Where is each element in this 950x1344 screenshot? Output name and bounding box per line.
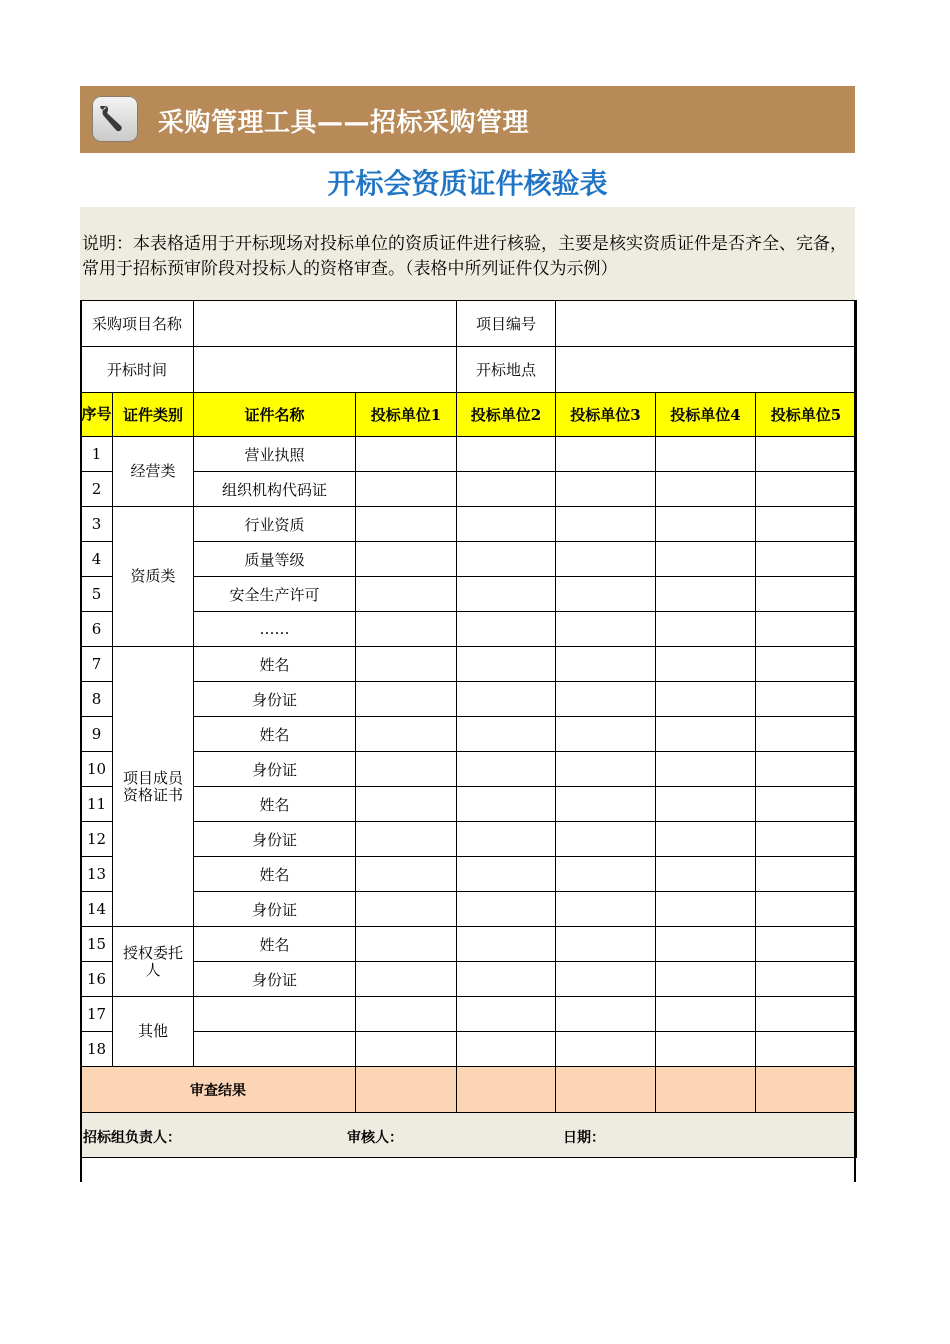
cert-name-cell: 身份证 [194, 822, 356, 857]
bidder-5-check-cell[interactable] [756, 437, 857, 472]
description-text: 说明：本表格适用于开标现场对投标单位的资质证件进行核验，主要是核实资质证件是否齐全、完备，常用于招标预审阶段对投标人的资格审查。（表格中所列证件仅为示例） [80, 207, 855, 300]
bidder-5-check-cell[interactable] [756, 577, 857, 612]
bidder-2-check-cell[interactable] [457, 437, 556, 472]
bidder-4-check-cell[interactable] [656, 997, 756, 1032]
bidder-4-check-cell[interactable] [656, 1032, 756, 1067]
bidder-1-check-cell[interactable] [356, 507, 457, 542]
category-cell: 其他 [113, 997, 194, 1067]
bidder-4-check-cell[interactable] [656, 647, 756, 682]
result-label: 审查结果 [81, 1067, 356, 1113]
header-cert-name: 证件名称 [194, 393, 356, 437]
bidder-2-check-cell[interactable] [457, 542, 556, 577]
bidder-2-check-cell[interactable] [457, 892, 556, 927]
bidder-5-result-cell[interactable] [756, 1067, 857, 1113]
bidder-4-check-cell[interactable] [656, 472, 756, 507]
row-number: 10 [81, 752, 113, 787]
bidder-5-check-cell[interactable] [756, 647, 857, 682]
cert-name-cell: …… [194, 612, 356, 647]
bidder-1-result-cell[interactable] [356, 1067, 457, 1113]
row-number: 15 [81, 927, 113, 962]
bidder-2-check-cell[interactable] [457, 857, 556, 892]
table-row [81, 787, 857, 822]
row-number: 11 [81, 787, 113, 822]
row-number: 18 [81, 1032, 113, 1067]
bidder-5-check-cell[interactable] [756, 927, 857, 962]
cert-name-cell: 姓名 [194, 857, 356, 892]
open-place-label: 开标地点 [457, 347, 556, 393]
table-row [81, 577, 857, 612]
bidder-3-check-cell[interactable] [556, 472, 656, 507]
header-bidder-2: 投标单位2 [457, 393, 556, 437]
header-bidder-4: 投标单位4 [656, 393, 756, 437]
bidder-2-check-cell[interactable] [457, 927, 556, 962]
leader-label: 招标组负责人： [83, 1130, 181, 1146]
bidder-5-check-cell[interactable] [756, 717, 857, 752]
bidder-1-check-cell[interactable] [356, 647, 457, 682]
table-row [81, 682, 857, 717]
bidder-3-check-cell[interactable] [556, 682, 656, 717]
header-category: 证件类别 [113, 393, 194, 437]
signoff-cell [81, 1113, 857, 1158]
bidder-2-check-cell[interactable] [457, 822, 556, 857]
cert-name-cell [194, 1032, 356, 1067]
table-row [81, 857, 857, 892]
bidder-5-check-cell[interactable] [756, 542, 857, 577]
cert-name-cell: 姓名 [194, 927, 356, 962]
table-row [81, 472, 857, 507]
cert-name-cell: 姓名 [194, 717, 356, 752]
table-row [81, 962, 857, 997]
bidder-5-check-cell[interactable] [756, 822, 857, 857]
bidder-5-check-cell[interactable] [756, 787, 857, 822]
row-number: 2 [81, 472, 113, 507]
cert-name-cell: 姓名 [194, 647, 356, 682]
wrench-icon [92, 96, 138, 142]
row-number: 9 [81, 717, 113, 752]
bidder-3-check-cell[interactable] [556, 822, 656, 857]
bidder-2-result-cell[interactable] [457, 1067, 556, 1113]
bidder-2-check-cell[interactable] [457, 682, 556, 717]
table-row [81, 542, 857, 577]
bidder-3-check-cell[interactable] [556, 997, 656, 1032]
bidder-4-check-cell[interactable] [656, 437, 756, 472]
header-bidder-1: 投标单位1 [356, 393, 457, 437]
bidder-5-check-cell[interactable] [756, 752, 857, 787]
bidder-4-check-cell[interactable] [656, 962, 756, 997]
bidder-3-check-cell[interactable] [556, 752, 656, 787]
bidder-3-check-cell[interactable] [556, 927, 656, 962]
bidder-5-check-cell[interactable] [756, 472, 857, 507]
project-no-label: 项目编号 [457, 301, 556, 347]
bidder-5-check-cell[interactable] [756, 612, 857, 647]
cert-name-cell: 组织机构代码证 [194, 472, 356, 507]
cert-name-cell: 身份证 [194, 752, 356, 787]
header-banner [80, 86, 855, 153]
row-number: 3 [81, 507, 113, 542]
bidder-3-check-cell[interactable] [556, 542, 656, 577]
table-header-row [81, 393, 857, 437]
cert-name-cell: 身份证 [194, 892, 356, 927]
bidder-2-check-cell[interactable] [457, 472, 556, 507]
bidder-5-check-cell[interactable] [756, 997, 857, 1032]
info-row-opening [81, 347, 857, 393]
project-name-label: 采购项目名称 [81, 301, 194, 347]
bidder-1-check-cell[interactable] [356, 682, 457, 717]
bidder-3-check-cell[interactable] [556, 962, 656, 997]
bidder-3-check-cell[interactable] [556, 612, 656, 647]
bidder-1-check-cell[interactable] [356, 892, 457, 927]
bidder-4-check-cell[interactable] [656, 612, 756, 647]
row-number: 4 [81, 542, 113, 577]
bidder-2-check-cell[interactable] [457, 1032, 556, 1067]
row-number: 8 [81, 682, 113, 717]
bidder-1-check-cell[interactable] [356, 437, 457, 472]
row-number: 14 [81, 892, 113, 927]
bidder-4-check-cell[interactable] [656, 752, 756, 787]
verification-table [80, 300, 857, 1158]
bidder-2-check-cell[interactable] [457, 717, 556, 752]
row-number: 7 [81, 647, 113, 682]
bidder-3-check-cell[interactable] [556, 857, 656, 892]
table-row [81, 927, 857, 962]
bidder-3-check-cell[interactable] [556, 507, 656, 542]
bidder-5-check-cell[interactable] [756, 682, 857, 717]
bidder-4-check-cell[interactable] [656, 682, 756, 717]
bidder-3-check-cell[interactable] [556, 892, 656, 927]
header-bidder-5: 投标单位5 [756, 393, 857, 437]
bidder-1-check-cell[interactable] [356, 962, 457, 997]
bidder-2-check-cell[interactable] [457, 962, 556, 997]
table-row [81, 997, 857, 1032]
bidder-3-result-cell[interactable] [556, 1067, 656, 1113]
row-number: 16 [81, 962, 113, 997]
bidder-3-check-cell[interactable] [556, 1032, 656, 1067]
cert-name-cell: 姓名 [194, 787, 356, 822]
cert-name-cell: 身份证 [194, 962, 356, 997]
row-number: 17 [81, 997, 113, 1032]
open-time-label: 开标时间 [81, 347, 194, 393]
info-row-project [81, 301, 857, 347]
bidder-1-check-cell[interactable] [356, 997, 457, 1032]
bidder-5-check-cell[interactable] [756, 1032, 857, 1067]
bidder-3-check-cell[interactable] [556, 647, 656, 682]
banner-title: 采购管理工具——招标采购管理 [158, 108, 530, 138]
bidder-4-check-cell[interactable] [656, 892, 756, 927]
bidder-3-check-cell[interactable] [556, 437, 656, 472]
bidder-4-check-cell[interactable] [656, 822, 756, 857]
bidder-3-check-cell[interactable] [556, 787, 656, 822]
bidder-4-check-cell[interactable] [656, 857, 756, 892]
cert-name-cell: 安全生产许可 [194, 577, 356, 612]
table-row [81, 717, 857, 752]
bidder-2-check-cell[interactable] [457, 577, 556, 612]
category-cell: 经营类 [113, 437, 194, 507]
cert-name-cell: 行业资质 [194, 507, 356, 542]
bidder-4-check-cell[interactable] [656, 507, 756, 542]
bidder-2-check-cell[interactable] [457, 752, 556, 787]
row-number: 1 [81, 437, 113, 472]
category-cell: 项目成员资格证书 [113, 647, 194, 927]
bidder-3-check-cell[interactable] [556, 717, 656, 752]
bidder-2-check-cell[interactable] [457, 787, 556, 822]
bidder-4-check-cell[interactable] [656, 787, 756, 822]
bidder-1-check-cell[interactable] [356, 927, 457, 962]
cert-name-cell [194, 997, 356, 1032]
result-row [81, 1067, 857, 1113]
bidder-3-check-cell[interactable] [556, 577, 656, 612]
table-row [81, 507, 857, 542]
bidder-1-check-cell[interactable] [356, 542, 457, 577]
bidder-2-check-cell[interactable] [457, 997, 556, 1032]
table-row [81, 822, 857, 857]
table-row [81, 437, 857, 472]
open-place-field[interactable] [556, 347, 857, 393]
bidder-1-check-cell[interactable] [356, 577, 457, 612]
date-label: 日期： [563, 1130, 605, 1146]
bidder-1-check-cell[interactable] [356, 787, 457, 822]
row-number: 5 [81, 577, 113, 612]
table-row [81, 647, 857, 682]
signoff-row [81, 1113, 857, 1158]
table-row [81, 1032, 857, 1067]
bidder-4-check-cell[interactable] [656, 927, 756, 962]
bidder-1-check-cell[interactable] [356, 822, 457, 857]
bidder-1-check-cell[interactable] [356, 717, 457, 752]
project-no-field[interactable] [556, 301, 857, 347]
category-cell: 资质类 [113, 507, 194, 647]
header-bidder-3: 投标单位3 [556, 393, 656, 437]
bidder-4-check-cell[interactable] [656, 717, 756, 752]
page-title: 开标会资质证件核验表 [327, 167, 608, 200]
open-time-field[interactable] [194, 347, 457, 393]
table-row [81, 612, 857, 647]
row-number: 13 [81, 857, 113, 892]
bidder-1-check-cell[interactable] [356, 472, 457, 507]
bidder-5-check-cell[interactable] [756, 857, 857, 892]
cert-name-cell: 身份证 [194, 682, 356, 717]
bidder-1-check-cell[interactable] [356, 857, 457, 892]
cert-name-cell: 营业执照 [194, 437, 356, 472]
bidder-5-check-cell[interactable] [756, 507, 857, 542]
bidder-2-check-cell[interactable] [457, 612, 556, 647]
table-row [81, 752, 857, 787]
row-number: 12 [81, 822, 113, 857]
reviewer-label: 审核人： [347, 1130, 403, 1146]
bidder-4-result-cell[interactable] [656, 1067, 756, 1113]
bidder-1-check-cell[interactable] [356, 612, 457, 647]
bidder-5-check-cell[interactable] [756, 962, 857, 997]
bidder-1-check-cell[interactable] [356, 1032, 457, 1067]
project-name-field[interactable] [194, 301, 457, 347]
bidder-2-check-cell[interactable] [457, 507, 556, 542]
bidder-2-check-cell[interactable] [457, 647, 556, 682]
bidder-5-check-cell[interactable] [756, 892, 857, 927]
row-number: 6 [81, 612, 113, 647]
table-row [81, 892, 857, 927]
bidder-4-check-cell[interactable] [656, 542, 756, 577]
cert-name-cell: 质量等级 [194, 542, 356, 577]
bidder-1-check-cell[interactable] [356, 752, 457, 787]
header-no: 序号 [81, 393, 113, 437]
bidder-4-check-cell[interactable] [656, 577, 756, 612]
category-cell: 授权委托人 [113, 927, 194, 997]
